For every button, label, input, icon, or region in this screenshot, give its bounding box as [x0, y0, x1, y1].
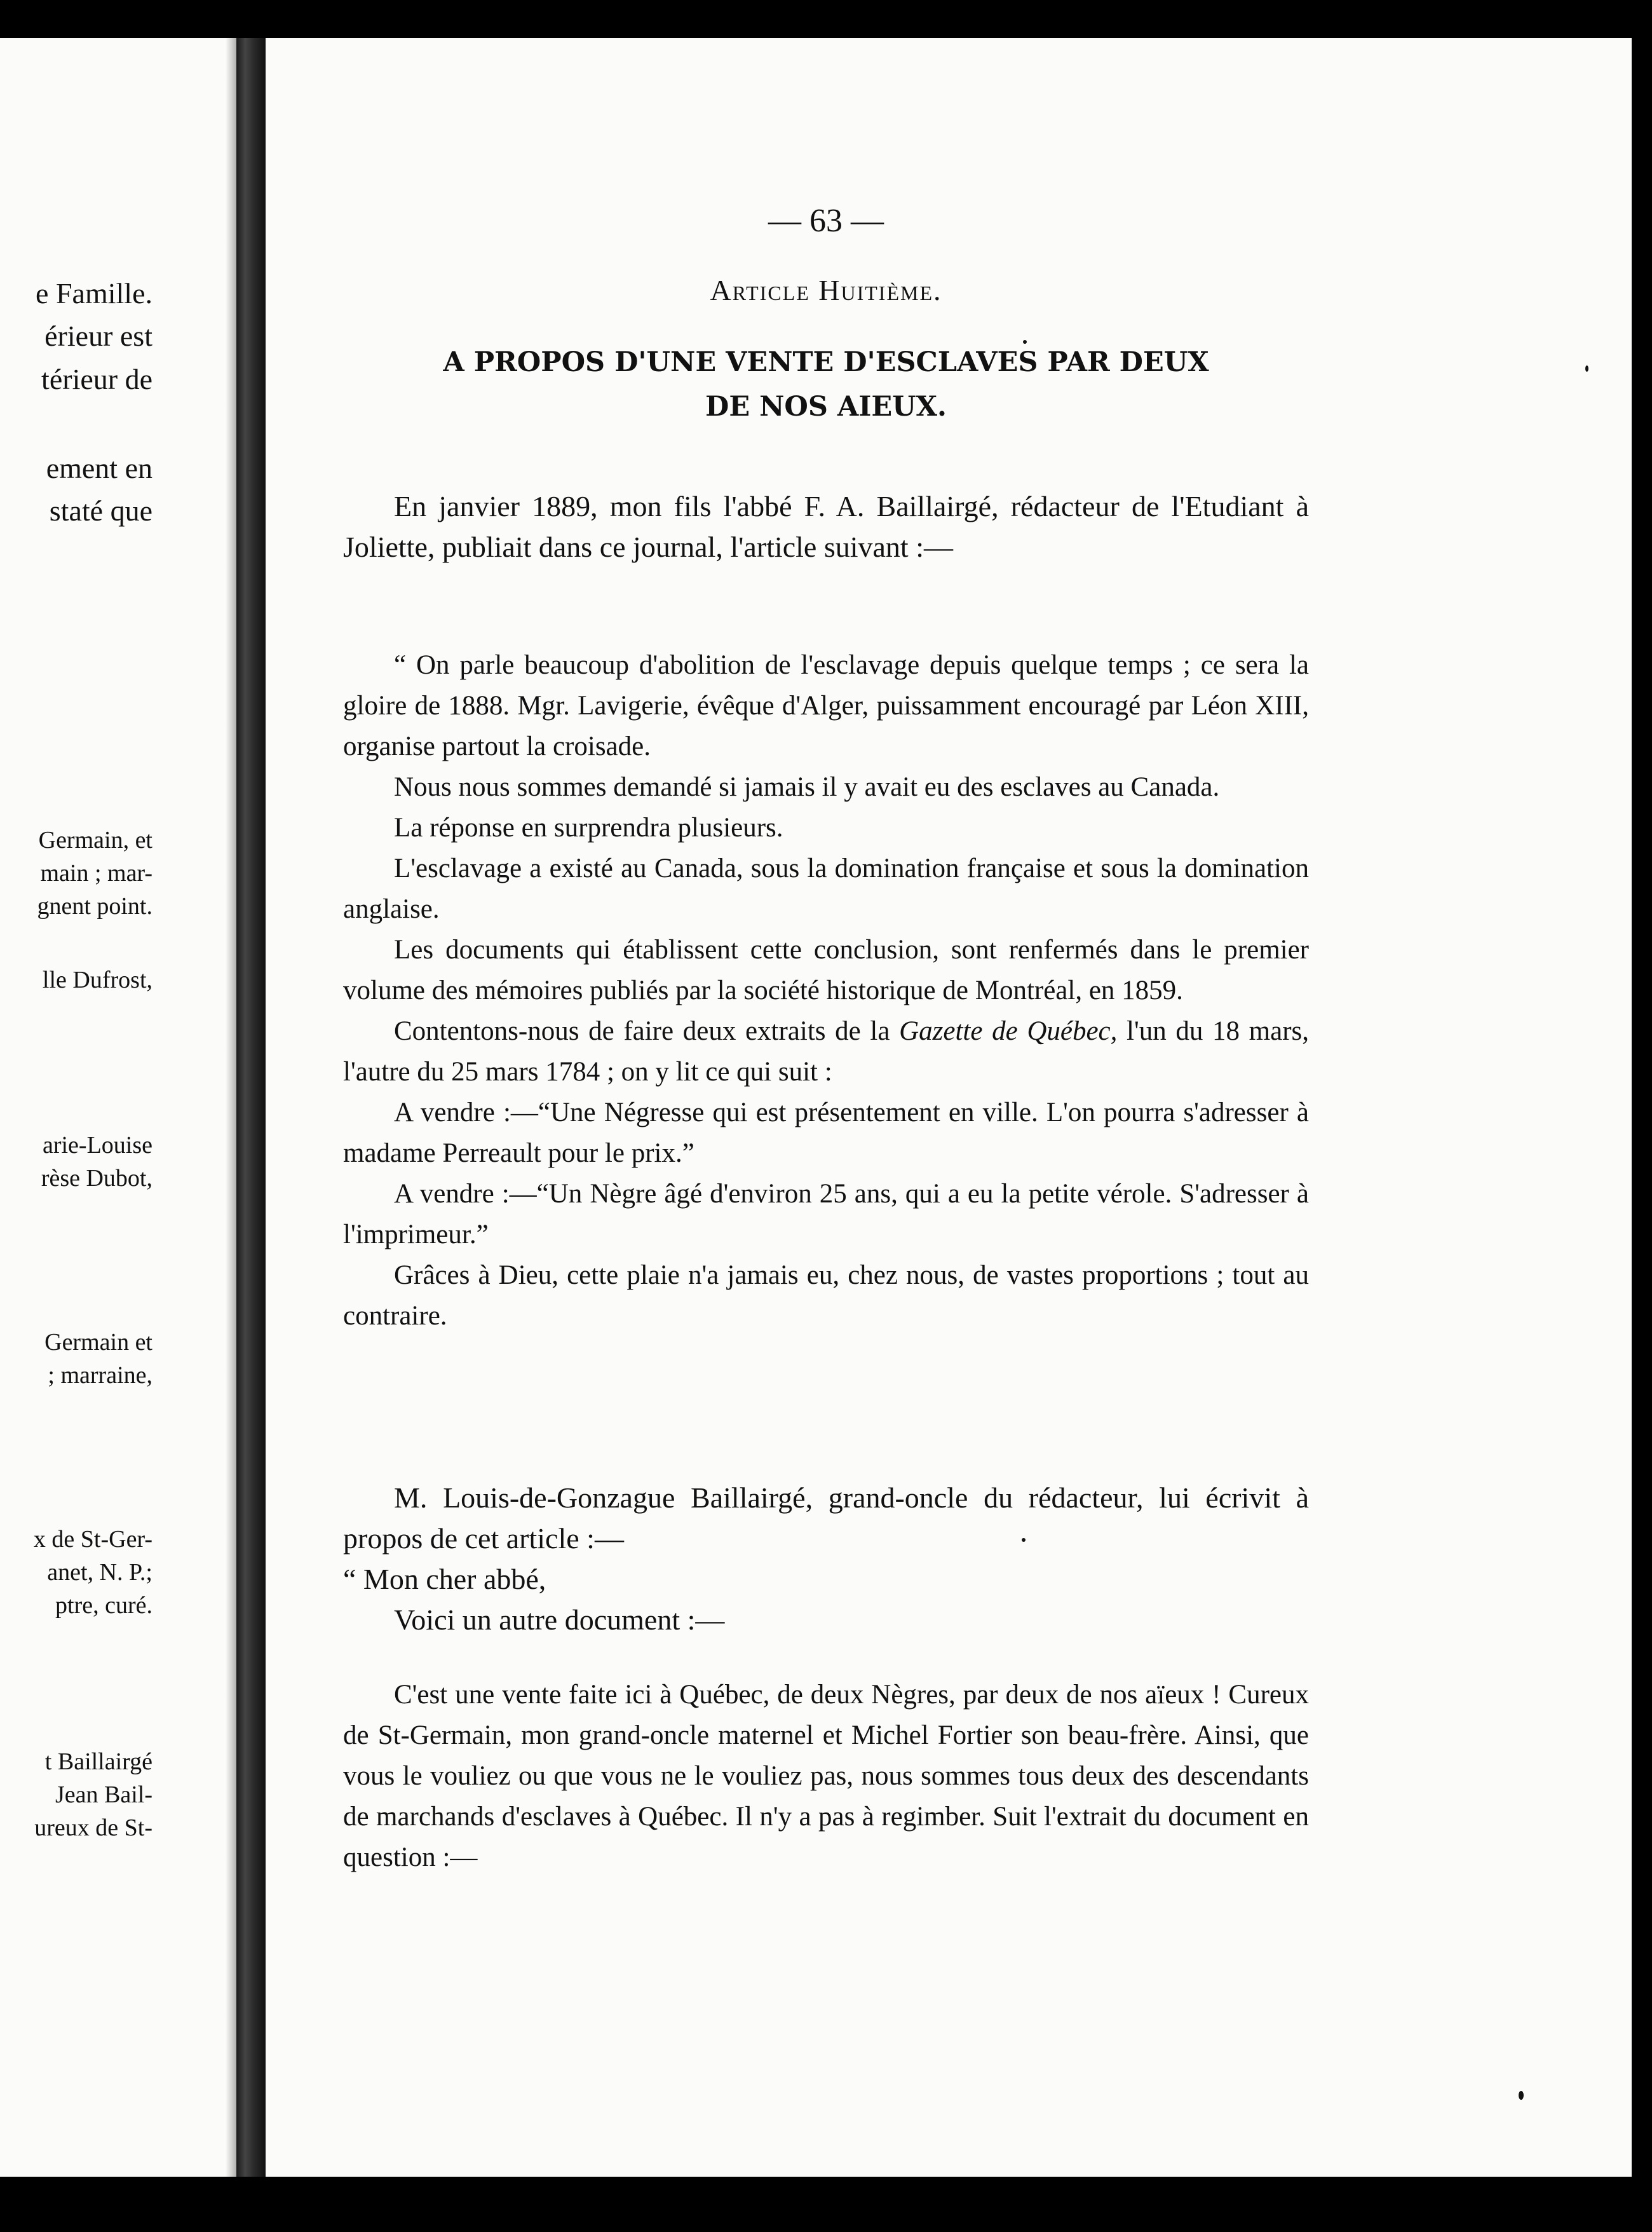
article-title-line-1: A PROPOS D'UNE VENTE D'ESCLAVES PAR DEUX: [443, 346, 1209, 378]
quote-paragraph: A vendre :—“Une Négresse qui est présentement en ville. L'on pourra s'adresser à madame Perreault pour le prix.”: [343, 1098, 1309, 1168]
newspaper-name: Gazette de Québec,: [899, 1016, 1118, 1046]
ink-speck: [1519, 2091, 1524, 2100]
facing-text-line: x de St-Ger-: [33, 1526, 152, 1553]
facing-text-line: térieur de: [41, 363, 152, 395]
letter-paragraph: C'est une vente faite ici à Québec, de deux Nègres, par deux de nos aïeux ! Cureux de St-Germain, mon grand-oncle maternel et Michel Fortier son beau-frère. Ainsi, que vous le vouliez ou que vous ne le vouliez pas, nous sommes tous deux des descendants de marchands d'esclaves à Québec. Il n'y a pas à regimber. Suit l'extrait du document en question :—: [343, 1680, 1309, 1872]
quote-paragraph: L'esclavage a existé au Canada, sous la domination française et sous la domination anglaise.: [343, 854, 1309, 924]
facing-text-line: rèse Dubot,: [41, 1165, 152, 1192]
facing-text-line: gnent point.: [37, 893, 152, 920]
facing-text-line: ptre, curé.: [55, 1592, 152, 1619]
article-title-line-2: DE NOS AIEUX.: [705, 391, 947, 423]
letter-body-block: [343, 1675, 1309, 1878]
quoted-article: [343, 645, 1309, 1337]
facing-text-line: arie-Louise: [42, 1132, 152, 1159]
letter-intro-paragraph: M. Louis-de-Gonzague Baillairgé, grand-oncle du rédacteur, lui écrivit à propos de cet article :—: [343, 1481, 1309, 1555]
letter-intro-block: [343, 1478, 1309, 1640]
facing-text-line: ; marraine,: [48, 1362, 152, 1389]
book-gutter: [236, 38, 266, 2177]
facing-text-line: ureux de St-: [34, 1814, 152, 1841]
quote-paragraph: [343, 1011, 1309, 1092]
facing-text-line: ement en: [46, 452, 152, 484]
quote-paragraph: La réponse en surprendra plusieurs.: [394, 813, 783, 843]
letter-line: Voici un autre document :—: [394, 1603, 725, 1636]
ink-speck: [1022, 1538, 1026, 1542]
page-number: — 63 —: [768, 203, 884, 239]
facing-text-line: Germain et: [44, 1329, 152, 1356]
quote-paragraph: Grâces à Dieu, cette plaie n'a jamais eu, chez nous, de vastes proportions ; tout au contraire.: [343, 1260, 1309, 1331]
quote-paragraph: Les documents qui établissent cette conclusion, sont renfermés dans le premier volume des mémoires publiés par la société historique de Montréal, en 1859.: [343, 935, 1309, 1005]
facing-text-line: anet, N. P.;: [47, 1559, 152, 1586]
quote-paragraph: Nous nous sommes demandé si jamais il y avait eu des esclaves au Canada.: [394, 772, 1220, 802]
facing-text-line: e Famille.: [36, 277, 152, 310]
facing-text-line: staté que: [49, 494, 152, 527]
intro-paragraph-block: [343, 486, 1309, 568]
intro-paragraph: En janvier 1889, mon fils l'abbé F. A. Baillairgé, rédacteur de l'Etudiant à Joliette, publiait dans ce journal, l'article suivant :—: [343, 490, 1309, 563]
ink-speck: [1023, 340, 1027, 344]
letter-salutation: “ Mon cher abbé,: [343, 1563, 546, 1595]
facing-page-fragment: [0, 38, 222, 2177]
book-page: [0, 38, 1632, 2177]
quote-paragraph: A vendre :—“Un Nègre âgé d'environ 25 ans, qui a eu la petite vérole. S'adresser à l'imprimeur.”: [343, 1179, 1309, 1249]
facing-text-line: lle Dufrost,: [42, 967, 152, 993]
quote-text: l'un du 18 mars, l'autre du 25 mars 1784 ; on y lit ce qui suit :: [343, 1016, 1310, 1087]
facing-text-line: Germain, et: [38, 827, 152, 854]
facing-text-line: t Baillairgé: [44, 1748, 152, 1775]
facing-text-line: érieur est: [44, 320, 152, 352]
quote-paragraph: “ On parle beaucoup d'abolition de l'esclavage depuis quelque temps ; ce sera la gloire de 1888. Mgr. Lavigerie, évêque d'Alger, puissamment encouragé par Léon XIII, organise partout la croisade.: [343, 650, 1309, 761]
article-title: [343, 340, 1309, 429]
section-heading: Article Huitième.: [710, 274, 942, 306]
facing-text-line: Jean Bail-: [55, 1781, 152, 1808]
quote-text: Contentons-nous de faire deux extraits de la: [394, 1016, 900, 1046]
ink-speck: [1585, 365, 1588, 372]
facing-text-line: main ; mar-: [40, 860, 152, 887]
